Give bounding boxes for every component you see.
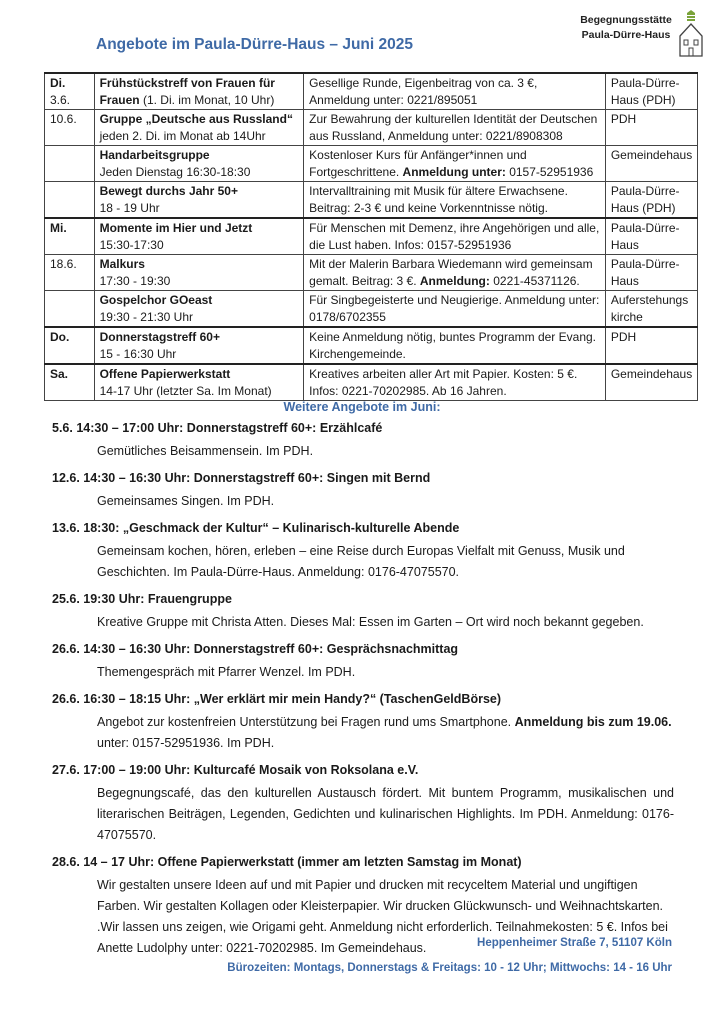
day-cell: Mi.: [45, 218, 95, 255]
title-cell: Gruppe „Deutsche aus Russland“ jeden 2. Di. im Monat ab 14Uhr: [94, 110, 304, 146]
desc-cell: Intervalltraining mit Musik für ältere Erwachsene. Beitrag: 2-3 € und keine Vorkenntnisse nötig.: [304, 182, 606, 219]
logo: [574, 10, 704, 60]
title-cell: Frühstückstreff von Frauen für Frauen (1. Di. im Monat, 10 Uhr): [94, 73, 304, 110]
desc-cell: Mit der Malerin Barbara Wiedemann wird gemeinsam gemalt. Beitrag: 3 €. Anmeldung: 0221-45371126.: [304, 255, 606, 291]
location-cell: Paula-Dürre-Haus (PDH): [605, 73, 697, 110]
event-title: 27.6. 17:00 – 19:00 Uhr: Kulturcafé Mosaik von Roksolana e.V.: [52, 763, 419, 777]
table-row: [45, 327, 698, 364]
list-item: [52, 591, 674, 633]
event-description: Begegnungscafé, das den kulturellen Austausch fördert. Mit buntem Programm, musikalischen und literarischen Beiträgen, Legenden, Gedichten und kulinarischen Highlights. Im PDH. Anmeldung: 0176-47075570.: [97, 786, 674, 842]
desc-cell: Für Singbegeisterte und Neugierige. Anmeldung unter: 0178/6702355: [304, 291, 606, 328]
event-description: Angebot zur kostenfreien Unterstützung bei Fragen rund ums Smartphone. Anmeldung bis zum 19.06. unter: 0157-52951936. Im PDH.: [97, 715, 672, 750]
event-title: 25.6. 19:30 Uhr: Frauengruppe: [52, 592, 232, 606]
more-offers-heading: Weitere Angebote im Juni:: [283, 400, 441, 414]
title-cell: Handarbeitsgruppe Jeden Dienstag 16:30-18:30: [94, 146, 304, 182]
event-description: Kreative Gruppe mit Christa Atten. Dieses Mal: Essen im Garten – Ort wird noch bekannt gegeben.: [97, 615, 644, 629]
location-cell: Paula-Dürre-Haus: [605, 255, 697, 291]
event-title: 13.6. 18:30: „Geschmack der Kultur“ – Kulinarisch-kulturelle Abende: [52, 521, 460, 535]
table-row: [45, 218, 698, 255]
day-cell: Di. 3.6.: [45, 73, 95, 110]
location-cell: Gemeindehaus: [605, 364, 697, 401]
desc-cell: Für Menschen mit Demenz, ihre Angehörigen und alle, die Lust haben. Infos: 0157-52951936: [304, 218, 606, 255]
location-cell: PDH: [605, 327, 697, 364]
event-description: Wir gestalten unsere Ideen auf und mit Papier und drucken mit recyceltem Material und ungiftigen Farben. Wir gestalten Kollagen oder Kleisterpapier. Wir drucken Glückwunsch- und Weihnachtskarten. .Wir lassen uns zeigen, wie Origami geht. Anmeldung nicht erforderlich. Teilnahmekosten: 5 €. Infos bei Anette Ludolphy unter: 0221-70202985. Im Gemeindehaus.: [97, 878, 668, 955]
list-item: [52, 420, 674, 462]
event-title: 26.6. 16:30 – 18:15 Uhr: „Wer erklärt mir mein Handy?“ (TaschenGeldBörse): [52, 692, 502, 706]
event-description: Gemeinsames Singen. Im PDH.: [97, 494, 275, 508]
event-title: 5.6. 14:30 – 17:00 Uhr: Donnerstagstreff 60+: Erzählcafé: [52, 421, 383, 435]
location-cell: PDH: [605, 110, 697, 146]
event-description: Gemütliches Beisammensein. Im PDH.: [97, 444, 314, 458]
day-cell: [45, 291, 95, 328]
table-row: [45, 182, 698, 219]
list-item: [52, 470, 674, 512]
table-row: [45, 364, 698, 401]
table-row: [45, 73, 698, 110]
event-title: 26.6. 14:30 – 16:30 Uhr: Donnerstagstreff 60+: Gesprächsnachmittag: [52, 642, 459, 656]
logo-line-1: Begegnungsstätte: [580, 14, 672, 26]
location-cell: Auferstehungs kirche: [605, 291, 697, 328]
page-title: Angebote im Paula-Dürre-Haus – Juni 2025: [96, 36, 413, 53]
desc-cell: Gesellige Runde, Eigenbeitrag von ca. 3 €, Anmeldung unter: 0221/895051: [304, 73, 606, 110]
desc-cell: Keine Anmeldung nötig, buntes Programm der Evang. Kirchengemeinde.: [304, 327, 606, 364]
house-icon: [678, 10, 704, 58]
location-cell: Gemeindehaus: [605, 146, 697, 182]
event-title: 28.6. 14 – 17 Uhr: Offene Papierwerkstatt (immer am letzten Samstag im Monat): [52, 855, 522, 869]
day-cell: 18.6.: [45, 255, 95, 291]
table-row: [45, 146, 698, 182]
table-row: [45, 291, 698, 328]
list-item: [52, 520, 674, 583]
event-description: Themengespräch mit Pfarrer Wenzel. Im PDH.: [97, 665, 356, 679]
day-cell: Sa.: [45, 364, 95, 401]
table-row: [45, 110, 698, 146]
event-title: 12.6. 14:30 – 16:30 Uhr: Donnerstagstreff 60+: Singen mit Bernd: [52, 471, 431, 485]
logo-line-2: Paula-Dürre-Haus: [581, 29, 671, 41]
title-cell: Bewegt durchs Jahr 50+ 18 - 19 Uhr: [94, 182, 304, 219]
day-cell: [45, 146, 95, 182]
day-cell: 10.6.: [45, 110, 95, 146]
footer-address: Heppenheimer Straße 7, 51107 Köln: [477, 937, 672, 949]
schedule-table: [44, 72, 698, 401]
title-cell: Donnerstagstreff 60+ 15 - 16:30 Uhr: [94, 327, 304, 364]
day-cell: Do.: [45, 327, 95, 364]
event-description: Gemeinsam kochen, hören, erleben – eine Reise durch Europas Vielfalt mit Genuss, Musik und Geschichten. Im Paula-Dürre-Haus. Anmeldung: 0176-47075570.: [97, 544, 625, 579]
title-cell: Momente im Hier und Jetzt 15:30-17:30: [94, 218, 304, 255]
desc-cell: Kostenloser Kurs für Anfänger*innen und Fortgeschrittene. Anmeldung unter: 0157-52951936: [304, 146, 606, 182]
day-cell: [45, 182, 95, 219]
footer-office-hours: Bürozeiten: Montags, Donnerstags & Freitags: 10 - 12 Uhr; Mittwochs: 14 - 16 Uhr: [227, 962, 672, 974]
location-cell: Paula-Dürre-Haus (PDH): [605, 182, 697, 219]
title-cell: Offene Papierwerkstatt 14-17 Uhr (letzter Sa. Im Monat): [94, 364, 304, 401]
list-item: [52, 762, 674, 846]
title-cell: Malkurs 17:30 - 19:30: [94, 255, 304, 291]
location-cell: Paula-Dürre-Haus: [605, 218, 697, 255]
events-list: [52, 420, 674, 967]
title-cell: Gospelchor GOeast 19:30 - 21:30 Uhr: [94, 291, 304, 328]
desc-cell: Kreatives arbeiten aller Art mit Papier. Kosten: 5 €. Infos: 0221-70202985. Ab 16 Jahren.: [304, 364, 606, 401]
table-row: [45, 255, 698, 291]
list-item: [52, 691, 674, 754]
desc-cell: Zur Bewahrung der kulturellen Identität der Deutschen aus Russland, Anmeldung unter: 0221/8908308: [304, 110, 606, 146]
list-item: [52, 641, 674, 683]
